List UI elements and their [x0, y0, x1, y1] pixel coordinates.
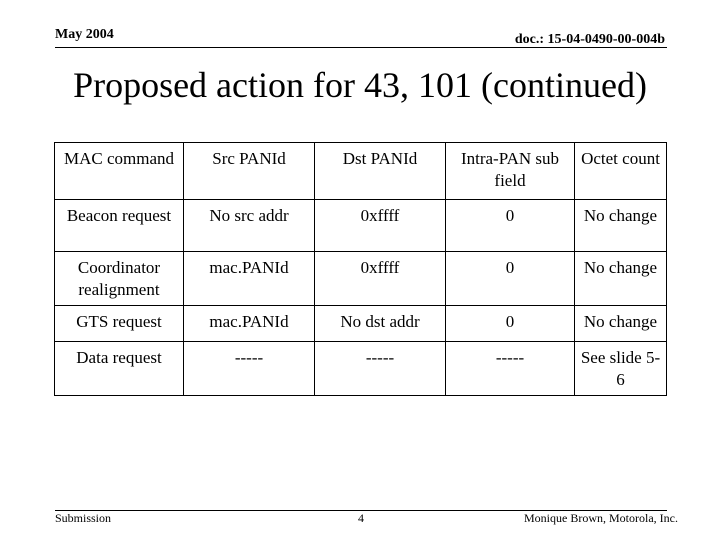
table-cell: No change [575, 252, 667, 306]
header-cell-mac-command: MAC command [55, 143, 184, 200]
table-row [55, 252, 667, 306]
slide-title: Proposed action for 43, 101 (continued) [73, 65, 647, 105]
header-date: May 2004 [55, 27, 114, 42]
table-cell: ----- [315, 342, 446, 396]
table-cell: mac.PANId [184, 306, 315, 342]
table-cell: No src addr [184, 200, 315, 252]
table-cell: 0 [446, 252, 575, 306]
header-doc-id: doc.: 15-04-0490-00-004b [514, 32, 665, 47]
footer-page-number: 4 [358, 511, 364, 525]
header-cell-intra-pan: Intra-PAN sub field [446, 143, 575, 200]
header-cell-dst-panid: Dst PANId [315, 143, 446, 200]
table-row [55, 200, 667, 252]
table-cell: 0xffff [315, 200, 446, 252]
table-cell: 0xffff [315, 252, 446, 306]
header-cell-octet-count: Octet count [575, 143, 667, 200]
table-header-row [55, 143, 667, 200]
table-cell: Coordinator realignment [55, 252, 184, 306]
footer-submission: Submission [55, 511, 112, 525]
table-cell: 0 [446, 200, 575, 252]
table-cell: ----- [184, 342, 315, 396]
table-cell: GTS request [55, 306, 184, 342]
table-cell: 0 [446, 306, 575, 342]
table-cell: No change [575, 306, 667, 342]
table-cell: No change [575, 200, 667, 252]
table-cell: mac.PANId [184, 252, 315, 306]
table-cell: No dst addr [315, 306, 446, 342]
command-table [54, 142, 667, 396]
table-cell: See slide 5-6 [575, 342, 667, 396]
header-divider [55, 47, 667, 48]
table-row [55, 342, 667, 396]
footer-author: Monique Brown, Motorola, Inc. [524, 511, 678, 525]
table-cell: ----- [446, 342, 575, 396]
table-row [55, 306, 667, 342]
table-cell: Beacon request [55, 200, 184, 252]
header-cell-src-panid: Src PANId [184, 143, 315, 200]
table-cell: Data request [55, 342, 184, 396]
